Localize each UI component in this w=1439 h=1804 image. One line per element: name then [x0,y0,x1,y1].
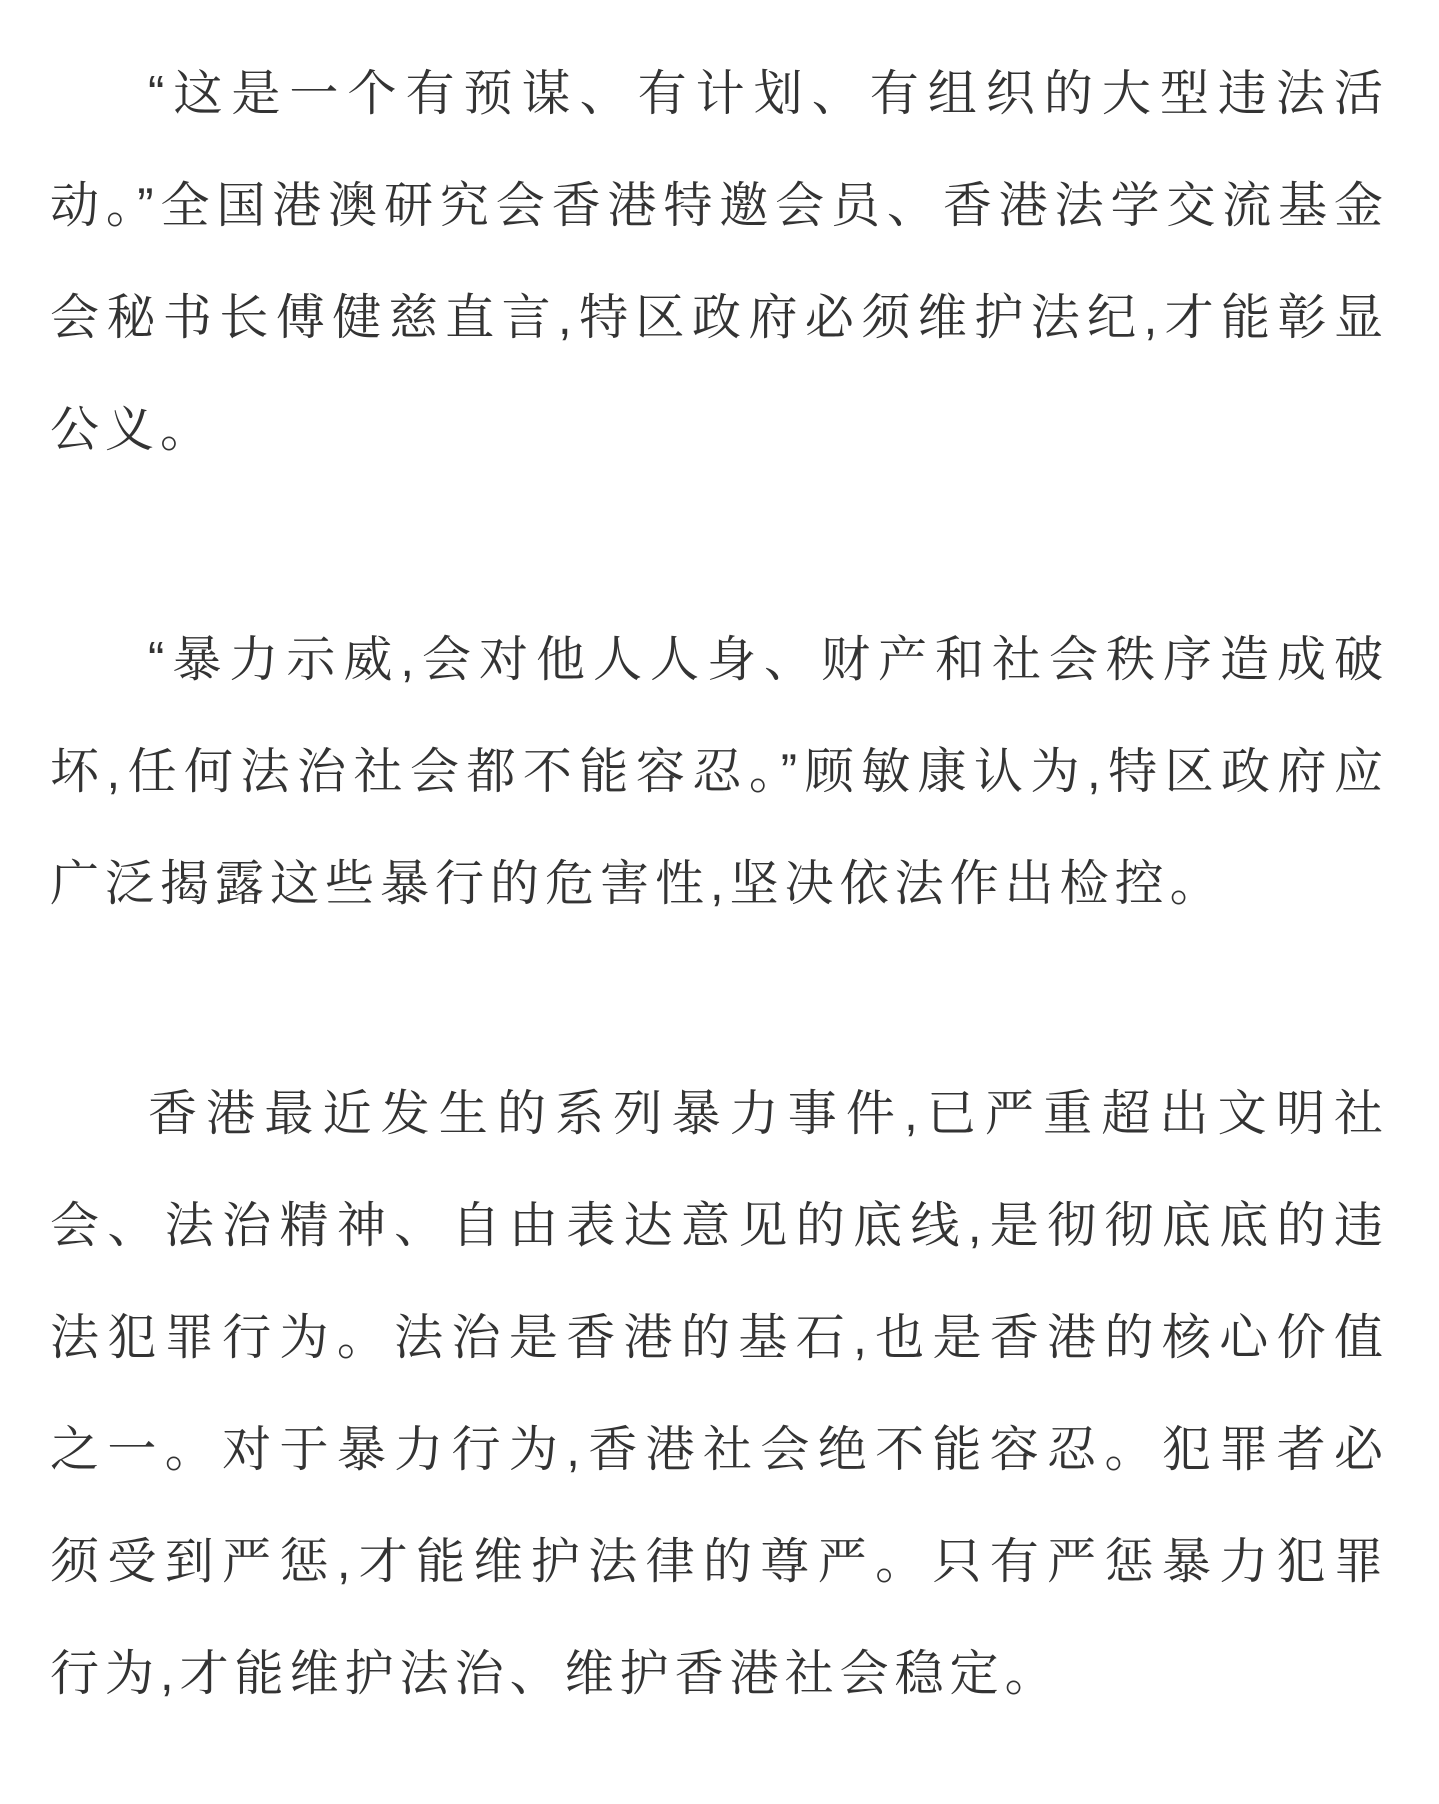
paragraph-quote-gu-minkang: “暴力示威,会对他人人身、财产和社会秩序造成破坏,任何法治社会都不能容忍。”顾敏康认为,特区政府应广泛揭露这些暴行的危害性,坚决依法作出检控。 [50,633,1389,911]
paragraph-commentary: 香港最近发生的系列暴力事件,已严重超出文明社会、法治精神、自由表达意见的底线,是彻彻底底的违法犯罪行为。法治是香港的基石,也是香港的核心价值之一。对于暴力行为,香港社会绝不能容忍。犯罪者必须受到严惩,才能维护法律的尊严。只有严惩暴力犯罪行为,才能维护法治、维护香港社会稳定。 [50,1087,1389,1701]
paragraph-quote-fu-jianci: “这是一个有预谋、有计划、有组织的大型违法活动。”全国港澳研究会香港特邀会员、香港法学交流基金会秘书长傅健慈直言,特区政府必须维护法纪,才能彰显公义。 [50,67,1389,457]
